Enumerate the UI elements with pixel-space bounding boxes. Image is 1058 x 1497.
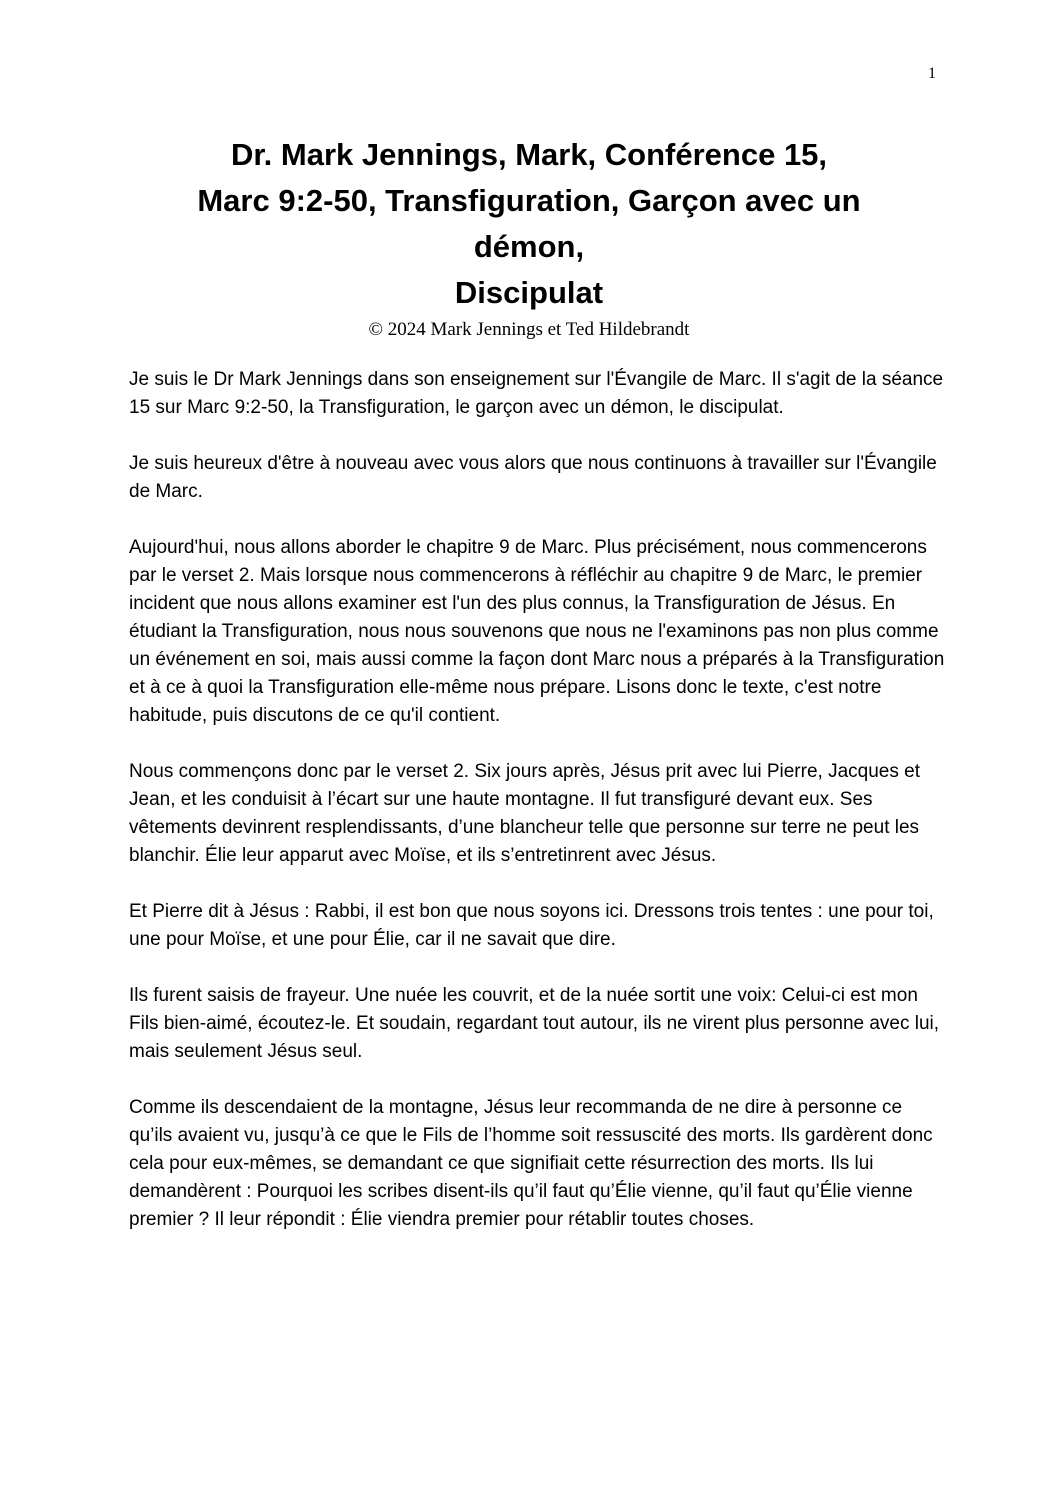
paragraph-7: Comme ils descendaient de la montagne, Jésus leur recommanda de ne dire à personne ce qu’ils avaient vu, jusqu’à ce que le Fils de l’homme soit ressuscité des morts. Ils gardèrent donc cela pour eux-mêmes, se demandant ce que signifiait cette résurrection des morts. Ils lui demandèrent : Pourquoi les scribes disent-ils qu’il faut qu’Élie vienne, qu’il faut qu’Élie vienne premier ? Il leur répondit : Élie viendra premier pour rétablir toutes choses. [129,1097,933,1230]
title-line-4: Discipulat [454,275,604,310]
document-body [129,366,949,1262]
title-line-2: Marc 9:2-50, Transfiguration, Garçon avec un [197,183,861,218]
title-line-3: démon, [473,229,585,264]
title-line-1: Dr. Mark Jennings, Mark, Conférence 15, [230,137,828,172]
page-number: 1 [928,65,936,82]
paragraph-1: Je suis le Dr Mark Jennings dans son enseignement sur l'Évangile de Marc. Il s'agit de la séance 15 sur Marc 9:2-50, la Transfiguration, le garçon avec un démon, le discipulat. [129,369,944,418]
document-header [100,132,958,341]
copyright-notice: © 2024 Mark Jennings et Ted Hildebrandt [368,319,690,340]
paragraph-3: Aujourd'hui, nous allons aborder le chapitre 9 de Marc. Plus précisément, nous commencerons par le verset 2. Mais lorsque nous commencerons à réfléchir au chapitre 9 de Marc, le premier incident que nous allons examiner est l'un des plus connus, la Transfiguration de Jésus. En étudiant la Transfiguration, nous nous souvenons que nous ne l'examinons pas non plus comme un événement en soi, mais aussi comme la façon dont Marc nous a préparés à la Transfiguration et à ce à quoi la Transfiguration elle-même nous prépare. Lisons donc le texte, c'est notre habitude, puis discutons de ce qu'il contient. [129,537,945,726]
paragraph-5: Et Pierre dit à Jésus : Rabbi, il est bon que nous soyons ici. Dressons trois tentes : une pour toi, une pour Moïse, et une pour Élie, car il ne savait que dire. [129,901,934,950]
paragraph-4: Nous commençons donc par le verset 2. Six jours après, Jésus prit avec lui Pierre, Jacques et Jean, et les conduisit à l’écart sur une haute montagne. Il fut transfiguré devant eux. Ses vêtements devinrent resplendissants, d’une blancheur telle que personne sur terre ne peut les blanchir. Élie leur apparut avec Moïse, et ils s’entretinrent avec Jésus. [129,761,920,866]
paragraph-6: Ils furent saisis de frayeur. Une nuée les couvrit, et de la nuée sortit une voix: Celui-ci est mon Fils bien-aimé, écoutez-le. Et soudain, regardant tout autour, ils ne virent plus personne avec lui, mais seulement Jésus seul. [129,985,940,1062]
paragraph-2: Je suis heureux d'être à nouveau avec vous alors que nous continuons à travailler sur l'Évangile de Marc. [129,453,937,502]
